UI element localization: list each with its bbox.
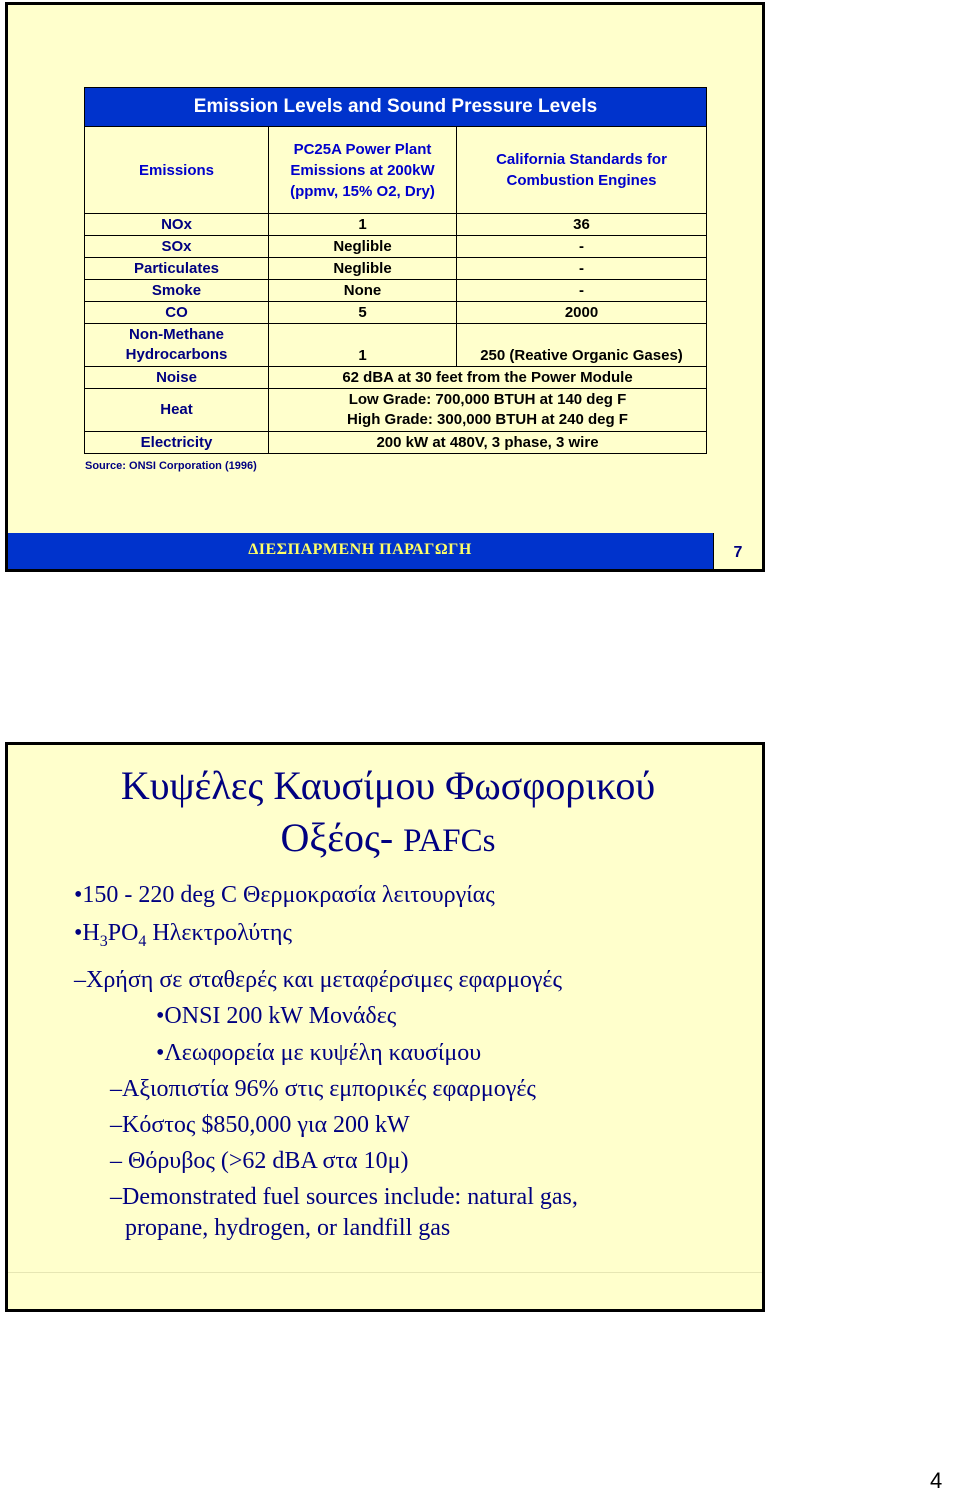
row-label: NOx bbox=[85, 214, 269, 236]
cell-pc25a: 1 bbox=[269, 214, 457, 236]
header-pc25a-line1: PC25A Power Plant bbox=[293, 140, 432, 158]
slide-title-line2 bbox=[8, 815, 768, 864]
header-emissions bbox=[85, 127, 269, 214]
slide-emission-levels bbox=[5, 2, 765, 572]
table-row bbox=[85, 236, 707, 258]
table-row bbox=[85, 367, 707, 389]
row-label-line1: Non-Methane bbox=[129, 326, 224, 343]
header-emissions-label: Emissions bbox=[138, 161, 215, 179]
cell-california: 36 bbox=[457, 214, 707, 236]
electrolyte-sub1: 3 bbox=[99, 932, 108, 950]
heat-low-grade: Low Grade: 700,000 BTUH at 140 deg F bbox=[348, 391, 627, 408]
slide-footer-band bbox=[8, 1272, 762, 1309]
cell-pc25a: None bbox=[269, 280, 457, 302]
cell-merged: 62 dBA at 30 feet from the Power Module bbox=[269, 367, 707, 389]
table-row bbox=[85, 280, 707, 302]
row-label: SOx bbox=[85, 236, 269, 258]
cell-pc25a: Neglible bbox=[269, 236, 457, 258]
header-pc25a bbox=[269, 127, 457, 214]
table-title: Emission Levels and Sound Pressure Levels bbox=[85, 88, 707, 127]
cell-california: 2000 bbox=[457, 302, 707, 324]
table-row bbox=[85, 214, 707, 236]
row-label: Smoke bbox=[85, 280, 269, 302]
title-main: Οξέος- bbox=[280, 815, 404, 860]
electrolyte-mid: PO bbox=[107, 920, 139, 946]
bullet-temperature: •150 - 220 deg C Θερμοκρασία λειτουργίας bbox=[74, 882, 495, 908]
cell-pc25a: Neglible bbox=[269, 258, 457, 280]
row-label: Particulates bbox=[85, 258, 269, 280]
slide-footer bbox=[8, 533, 762, 569]
electrolyte-suffix: Ηλεκτρολύτης bbox=[146, 920, 292, 946]
heat-high-grade: High Grade: 300,000 BTUH at 240 deg F bbox=[347, 411, 628, 428]
cell-california: - bbox=[457, 236, 707, 258]
page-number: 4 bbox=[930, 1468, 943, 1493]
emission-table bbox=[84, 87, 707, 454]
dash-usage: –Χρήση σε σταθερές και μεταφέρσιμες εφαρμογές bbox=[74, 967, 563, 993]
table-row bbox=[85, 324, 707, 367]
dash-reliability: –Αξιοπιστία 96% στις εμπορικές εφαρμογές bbox=[110, 1076, 536, 1102]
cell-merged bbox=[269, 389, 707, 432]
cell-california: - bbox=[457, 258, 707, 280]
bullet-electrolyte bbox=[74, 918, 292, 957]
table-row bbox=[85, 302, 707, 324]
header-pc25a-line2: Emissions at 200kW bbox=[290, 161, 435, 179]
source-note: Source: ONSI Corporation (1996) bbox=[85, 460, 257, 472]
table-row bbox=[85, 432, 707, 454]
table-row bbox=[85, 258, 707, 280]
row-label: Electricity bbox=[85, 432, 269, 454]
dash-noise: – Θόρυβος (>62 dBA στα 10μ) bbox=[110, 1148, 409, 1174]
cell-merged: 200 kW at 480V, 3 phase, 3 wire bbox=[269, 432, 707, 454]
row-label-line2: Hydrocarbons bbox=[125, 346, 228, 363]
dash-cost: –Κόστος $850,000 για 200 kW bbox=[110, 1112, 410, 1138]
cell-california: - bbox=[457, 280, 707, 302]
slide-number: 7 bbox=[713, 533, 762, 569]
electrolyte-sub2: 4 bbox=[138, 932, 147, 950]
cell-pc25a: 1 bbox=[269, 324, 457, 367]
cell-pc25a: 5 bbox=[269, 302, 457, 324]
slide-pafc bbox=[5, 742, 765, 1312]
header-california bbox=[457, 127, 707, 214]
sub-bullet-onsi: •ONSI 200 kW Μονάδες bbox=[156, 1003, 397, 1029]
title-acronym: PAFCs bbox=[403, 823, 496, 859]
cell-california: 250 (Reative Organic Gases) bbox=[457, 324, 707, 367]
row-label: Heat bbox=[85, 389, 269, 432]
dash-fuel-line1: –Demonstrated fuel sources include: natural gas, bbox=[110, 1184, 578, 1210]
dash-fuel-line2: propane, hydrogen, or landfill gas bbox=[125, 1215, 451, 1241]
electrolyte-prefix: •H bbox=[74, 920, 100, 946]
slide-title-line1: Κυψέλες Καυσίμου Φωσφορικού bbox=[120, 763, 656, 808]
row-label: Noise bbox=[85, 367, 269, 389]
header-pc25a-line3: (ppmv, 15% O2, Dry) bbox=[290, 182, 435, 200]
sub-bullet-bus: •Λεωφορεία με κυψέλη καυσίμου bbox=[156, 1040, 482, 1066]
row-label bbox=[85, 324, 269, 367]
row-label: CO bbox=[85, 302, 269, 324]
footer-title: ΔΙΕΣΠΑΡΜΕΝΗ ΠΑΡΑΓΩΓΗ bbox=[248, 541, 472, 558]
header-california-line1: California Standards for bbox=[496, 151, 667, 168]
table-row bbox=[85, 389, 707, 432]
header-california-line2: Combustion Engines bbox=[506, 172, 657, 189]
